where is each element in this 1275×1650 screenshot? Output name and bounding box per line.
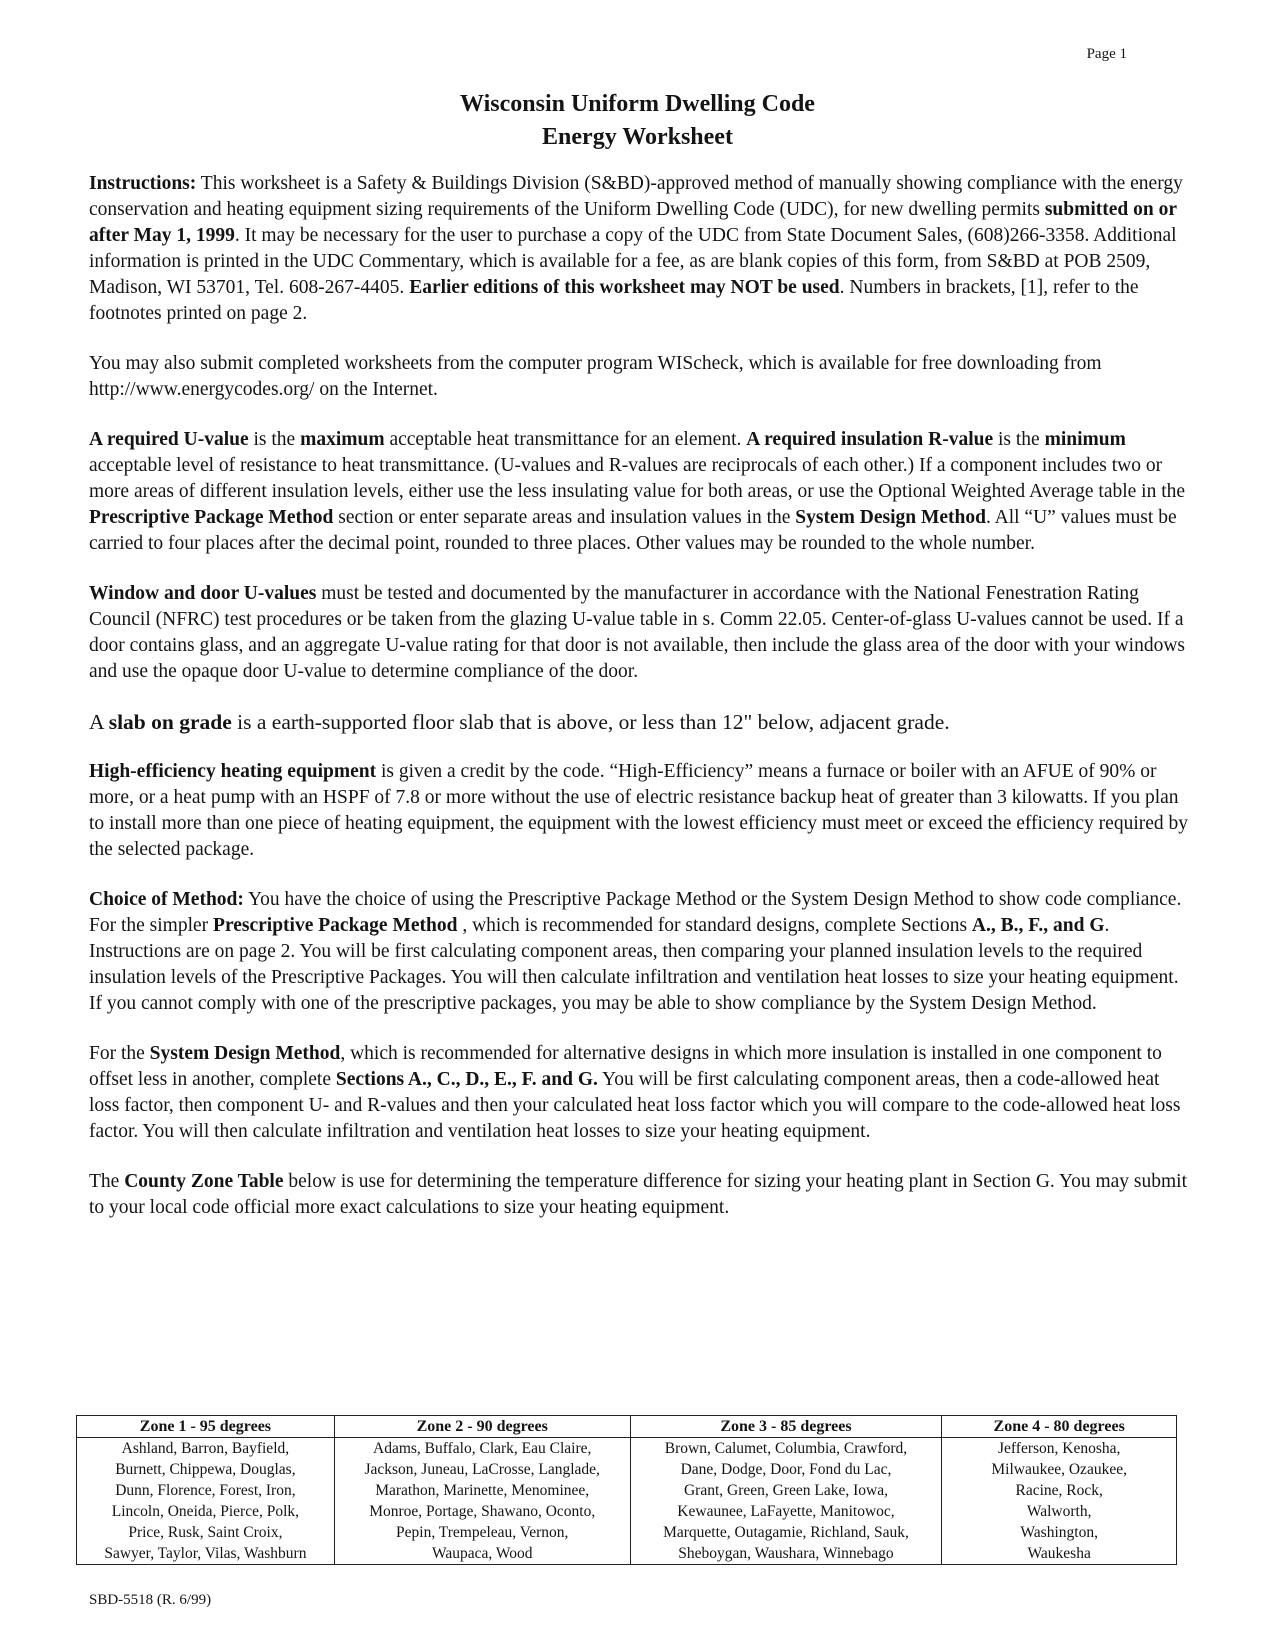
wischeck-paragraph: You may also submit completed worksheets from the computer program WIScheck, which is available for free downloading from http://www.energycodes.org/ on the Internet. [89,353,1102,400]
title-line-2: Energy Worksheet [542,124,733,150]
document-title [0,88,1275,154]
document-body [89,171,1189,1245]
zone-2-counties: Adams, Buffalo, Clark, Eau Claire, Jackson, Juneau, LaCrosse, Langlade, Marathon, Marinette, Menominee, Monroe, Portage, Shawano, Oconto, Pepin, Trempeleau, Vernon, Waupaca, Wood [334,1438,630,1565]
zone-1-header: Zone 1 - 95 degrees [77,1416,335,1438]
heating-paragraph: High-efficiency heating equipment is given a credit by the code. “High-Efficiency” means a furnace or boiler with an AFUE of 90% or more, or a heat pump with an HSPF of 7.8 or more without the use of electric resistance backup heat of greater than 3 kilowatts. If you plan to install more than one piece of heating equipment, the equipment with the lowest efficiency must meet or exceed the efficiency required by the selected package. [89,761,1189,860]
slab-paragraph: A slab on grade is a earth-supported floor slab that is above, or less than 12" below, adjacent grade. [89,710,950,734]
county-zone-table [76,1415,1177,1565]
page-number: Page 1 [1086,46,1127,62]
zone-1-counties: Ashland, Barron, Bayfield, Burnett, Chippewa, Douglas, Dunn, Florence, Forest, Iron, Lincoln, Oneida, Pierce, Polk, Price, Rusk, Saint Croix, Sawyer, Taylor, Vilas, Washburn [77,1438,335,1565]
choice-paragraph: Choice of Method: You have the choice of using the Prescriptive Package Method or the System Design Method to show code compliance. For the simpler Prescriptive Package Method , which is recommended for standard designs, complete Sections A., B., F., and G. Instructions are on page 2. You will be first calculating component areas, then comparing your planned insulation levels to the required insulation levels of the Prescriptive Packages. You will then calculate infiltration and ventilation heat losses to size your heating equipment. If you cannot comply with one of the prescriptive packages, you may be able to show compliance by the System Design Method. [89,889,1182,1014]
zone-4-header: Zone 4 - 80 degrees [942,1416,1177,1438]
zone-3-header: Zone 3 - 85 degrees [630,1416,942,1438]
zone-counties-row [77,1438,1177,1565]
form-number: SBD-5518 (R. 6/99) [89,1592,212,1608]
window-door-paragraph: Window and door U-values must be tested and documented by the manufacturer in accordance with the National Fenestration Rating Council (NFRC) test procedures or be taken from the glazing U-value table in s. Comm 22.05. Center-of-glass U-values cannot be used. If a door contains glass, and an aggregate U-value rating for that door is not available, then include the glass area of the door with your windows and use the opaque door U-value to determine compliance of the door. [89,583,1186,682]
system-design-paragraph: For the System Design Method, which is recommended for alternative designs in which more insulation is installed in one component to offset less in another, complete Sections A., C., D., E., F. and G. You will be first calculating component areas, then a code-allowed heat loss factor, then component U- and R-values and then your calculated heat loss factor which you will compare to the code-allowed heat loss factor. You will then calculate infiltration and ventilation heat losses to size your heating equipment. [89,1043,1181,1142]
instructions-paragraph: Instructions: This worksheet is a Safety & Buildings Division (S&BD)-approved method of manually showing compliance with the energy conservation and heating equipment sizing requirements of the Uniform Dwelling Code (UDC), for new dwelling permits submitted on or after May 1, 1999. It may be necessary for the user to purchase a copy of the UDC from State Document Sales, (608)266-3358. Additional information is printed in the UDC Commentary, which is available for a fee, as are blank copies of this form, from S&BD at POB 2509, Madison, WI 53701, Tel. 608-267-4405. Earlier editions of this worksheet may NOT be used. Numbers in brackets, [1], refer to the footnotes printed on page 2. [89,173,1183,324]
zone-3-counties: Brown, Calumet, Columbia, Crawford, Dane, Dodge, Door, Fond du Lac, Grant, Green, Green Lake, Iowa, Kewaunee, LaFayette, Manitowoc, Marquette, Outagamie, Richland, Sauk, Sheboygan, Waushara, Winnebago [630,1438,942,1565]
county-zone-paragraph: The County Zone Table below is use for determining the temperature difference for sizing your heating plant in Section G. You may submit to your local code official more exact calculations to size your heating equipment. [89,1171,1187,1218]
zone-4-counties: Jefferson, Kenosha, Milwaukee, Ozaukee, Racine, Rock, Walworth, Washington, Waukesha [942,1438,1177,1565]
zone-2-header: Zone 2 - 90 degrees [334,1416,630,1438]
u-value-paragraph: A required U-value is the maximum acceptable heat transmittance for an element. A required insulation R-value is the minimum acceptable level of resistance to heat transmittance. (U-values and R-values are reciprocals of each other.) If a component includes two or more areas of different insulation levels, either use the less insulating value for both areas, or use the Optional Weighted Average table in the Prescriptive Package Method section or enter separate areas and insulation values in the System Design Method. All “U” values must be carried to four places after the decimal point, rounded to three places. Other values may be rounded to the whole number. [89,429,1186,554]
zone-header-row [77,1416,1177,1438]
title-line-1: Wisconsin Uniform Dwelling Code [460,91,815,117]
